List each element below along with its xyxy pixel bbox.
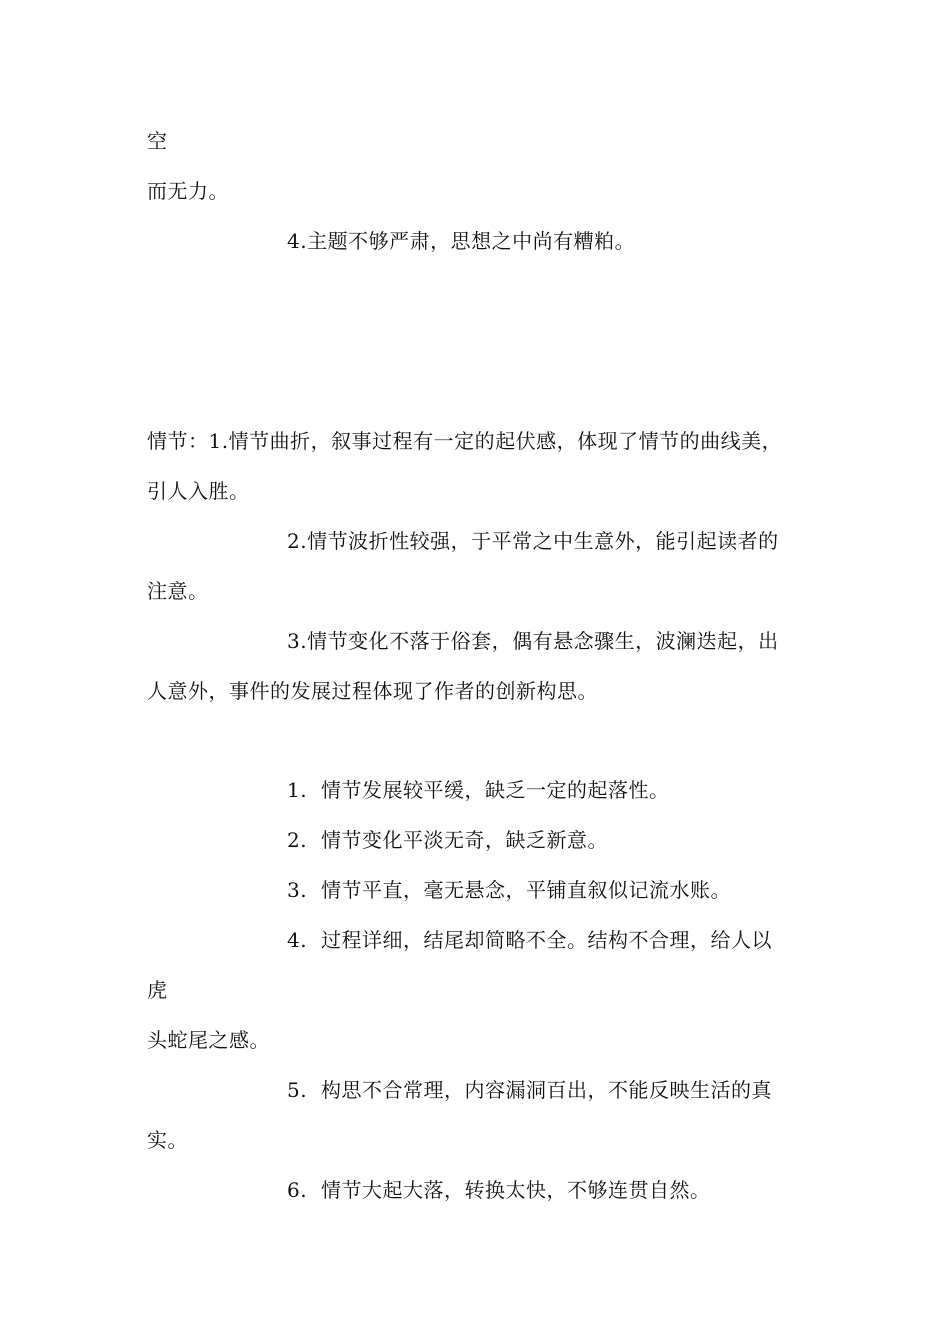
text-line: 头蛇尾之感。 [147, 1028, 270, 1052]
list-item-text: 过程详细，结尾却简略不全。结构不合理，给人以 [321, 928, 772, 952]
list-item-number: 4. [287, 928, 308, 952]
section-heading-line: 情节：1.情节曲折，叙事过程有一定的起伏感，体现了情节的曲线美， [147, 429, 783, 453]
text-line: 3.情节变化不落于俗套，偶有悬念骤生，波澜迭起，出 [287, 629, 779, 653]
list-item-text: 情节平直，毫无悬念，平铺直叙似记流水账。 [321, 878, 731, 902]
list-item-number: 1. [287, 778, 308, 802]
text-line: 人意外，事件的发展过程体现了作者的创新构思。 [147, 679, 598, 703]
text-line: 而无力。 [147, 179, 229, 203]
list-item-number: 2. [287, 828, 308, 852]
text-line: 2.情节波折性较强，于平常之中生意外，能引起读者的 [287, 529, 779, 553]
list-item [287, 1176, 711, 1204]
list-item [287, 876, 731, 904]
list-item-text: 情节发展较平缓，缺乏一定的起落性。 [321, 778, 670, 802]
list-item-number: 3. [287, 878, 308, 902]
text-line: 空 [147, 129, 168, 153]
list-item-text: 情节变化平淡无奇，缺乏新意。 [321, 828, 608, 852]
list-item [287, 926, 772, 954]
text-line: 注意。 [147, 579, 209, 603]
list-item [287, 776, 670, 804]
text-line: 虎 [147, 978, 168, 1002]
list-item [287, 1076, 772, 1104]
list-item [287, 826, 608, 854]
text-line: 实。 [147, 1128, 188, 1152]
list-item-text: 构思不合常理，内容漏洞百出，不能反映生活的真 [321, 1078, 772, 1102]
list-item-number: 5. [287, 1078, 308, 1102]
list-item-text: 情节大起大落，转换太快，不够连贯自然。 [321, 1178, 711, 1202]
text-line: 引人入胜。 [147, 479, 250, 503]
list-item-number: 6. [287, 1178, 308, 1202]
text-line: 4.主题不够严肃，思想之中尚有糟粕。 [287, 229, 636, 253]
